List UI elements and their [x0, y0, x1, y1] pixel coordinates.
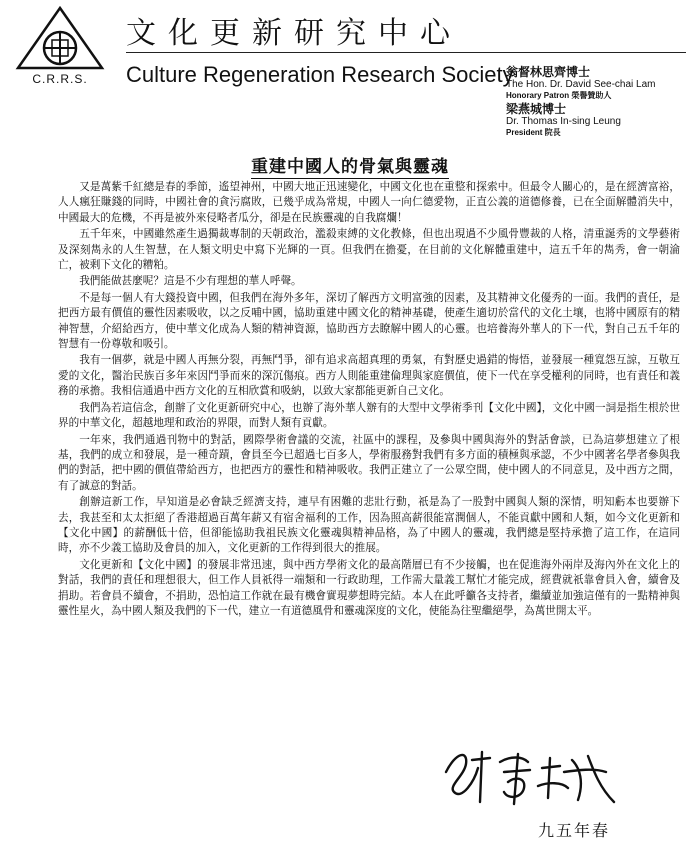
- officer-role: Honorary Patron 榮譽贊助人: [506, 91, 612, 100]
- article-paragraph: 我們為若這信念，創辦了文化更新研究中心，也辦了海外華人辦有的大型中文學術季刊【文化中國】，文化中國一詞是指生根於世界的中華文化，超越地理和政治的界限，而對人類有貢獻。: [58, 401, 680, 430]
- article-paragraph: 五千年來，中國雖然產生過獨裁專制的天朝政治，濫殺束縛的文化教條，但也出現過不少風骨豐裁的人格，清重誕秀的文學藝術及深刻雋永的人生智慧，在人類文明史中寫下光輝的一頁。但我們在擔憂，在目前的文化解體重建中，這五千年的雋秀，會一朝淪亡，被剩下文化的糟粕。: [58, 228, 680, 272]
- article-body: [58, 180, 680, 620]
- officer-patron: [506, 66, 696, 101]
- header-divider: [126, 52, 686, 53]
- triangle-emblem-icon: [12, 6, 108, 70]
- officer-president: [506, 103, 696, 138]
- society-logo: [12, 6, 108, 86]
- article-title-text: 重建中國人的骨氣與靈魂: [251, 157, 449, 177]
- article-paragraph: 我有一個夢，就是中國人再無分裂，再無鬥爭，卻有追求高超真理的勇氣，有對歷史過錯的悔悟，並發展一種寬怨互諒，互敬互愛的文化，醫治民族百多年來因鬥爭而來的深沉傷痕。西方人則能重建倫理與家庭價值，使下一代在享受權利的同時，也有責任和義務的承擔。我相信通過中西方文化的互相欣賞和吸納，以致大家都能更新自己文化。: [58, 354, 680, 398]
- article-paragraph: 不是每一個人有大錢投資中國，但我們在海外多年，深切了解西方文明富強的因素，及其精神文化優秀的一面。我們的責任，是把西方最有價值的靈性因素吸收，以之反哺中國，協助重建中國文化的精神基礎，使產生適切於當代的文化土壤，也將中國原有的精神智慧，介紹給西方，使中華文化成為人類的精神資源，協助西方去瞭解中國人的心靈。也培養海外華人的下一代，對自己五千年的智慧有一份尊敬和吸引。: [58, 291, 680, 351]
- logo-caption: C.R.R.S.: [32, 72, 88, 86]
- org-name-english: Culture Regeneration Research Society: [126, 62, 514, 87]
- article-paragraph: 一年來，我們通過刊物中的對話，國際學術會議的交流，社區中的課程，及參與中國與海外的對話會談，已為這夢想建立了根基，我們的成立和發展，是一種奇蹟，會員至今已超過七百多人，學術服務對我們有多方面的積極與承認，不少中國著名學者參與我們的對話，把中國的價值帶給西方，也把西方的靈性和精神吸收。我們正建立了一公眾空間，使中國人的不同意見，及中西方之間，有了誠意的對話。: [58, 433, 680, 492]
- officer-name-en: The Hon. Dr. David See-chai Lam: [506, 79, 656, 90]
- article-paragraph: 又是萬紫千紅總是春的季節，遙望神州，中國大地正迅速變化，中國文化也在重整和探索中。但最令人關心的，是在經濟富裕，人人瘋狂賺錢的同時，中國社會的貪污腐敗，已幾乎成為常規，中國人一向仁德愛物，正直公義的道德修養，已在全面解體消失中，中國最大的危機，不再是被外來侵略者瓜分，卻是在民族靈魂的自我腐爛！: [58, 181, 680, 224]
- article-paragraph: 文化更新和【文化中國】的發展非常迅速，與中西方學術文化的最高階層已有不少接觸，也在促進海外兩岸及海內外在文化上的對話，我們的責任和理想很大，但工作人員祇得一端類和一行政助理，工作需大量義工幫忙才能完成，經費就祇靠會員入會，續會及捐助。若會員不續會，不捐助，恐怕這工作就在最有機會實現夢想時完結。本人在此呼籲各支持者，繼續並加強這僅有的一點精神與靈性星火，為中國人類及我們的下一代，建立一有道德風骨和靈魂深度的文化，使能為往聖繼絕學，為萬世開太平。: [58, 558, 680, 617]
- article-paragraph: 創辦這新工作，早知道是必會缺乏經濟支持，連早有困難的悲壯行動，祇是為了一股對中國與人類的深情，明知虧本也要辦下去，我甚至和太太拒絕了香港超過百萬年薪又有宿舍福利的工作，因為照高薪很能富潤個人，不能貢獻中國和人類，如今文化更新和【文化中國】的薪酬低十倍，但卻能協助我祖民族文化靈魂與精神品格，為了中國人的靈魂，我們總是堅持承擔了這工作，在這同時，亦不少義工協助及會員的加入，文化更新的工作得到很大的推展。: [58, 496, 680, 555]
- officer-role: President 院長: [506, 128, 561, 137]
- officer-name-cn: 翁督林思齊博士: [506, 65, 591, 79]
- handwritten-signature: [438, 742, 628, 812]
- officer-name-cn: 梁燕城博士: [506, 102, 567, 116]
- officers-block: [506, 66, 696, 140]
- signature-date: 九五年春: [538, 821, 611, 840]
- officer-name-en: Dr. Thomas In-sing Leung: [506, 116, 621, 127]
- article-title: [0, 152, 700, 177]
- org-name-chinese: 文化更新研究中心: [126, 16, 462, 51]
- article-paragraph: 我們能做甚麼呢？這是不少有理想的華人呼聲。: [79, 275, 302, 288]
